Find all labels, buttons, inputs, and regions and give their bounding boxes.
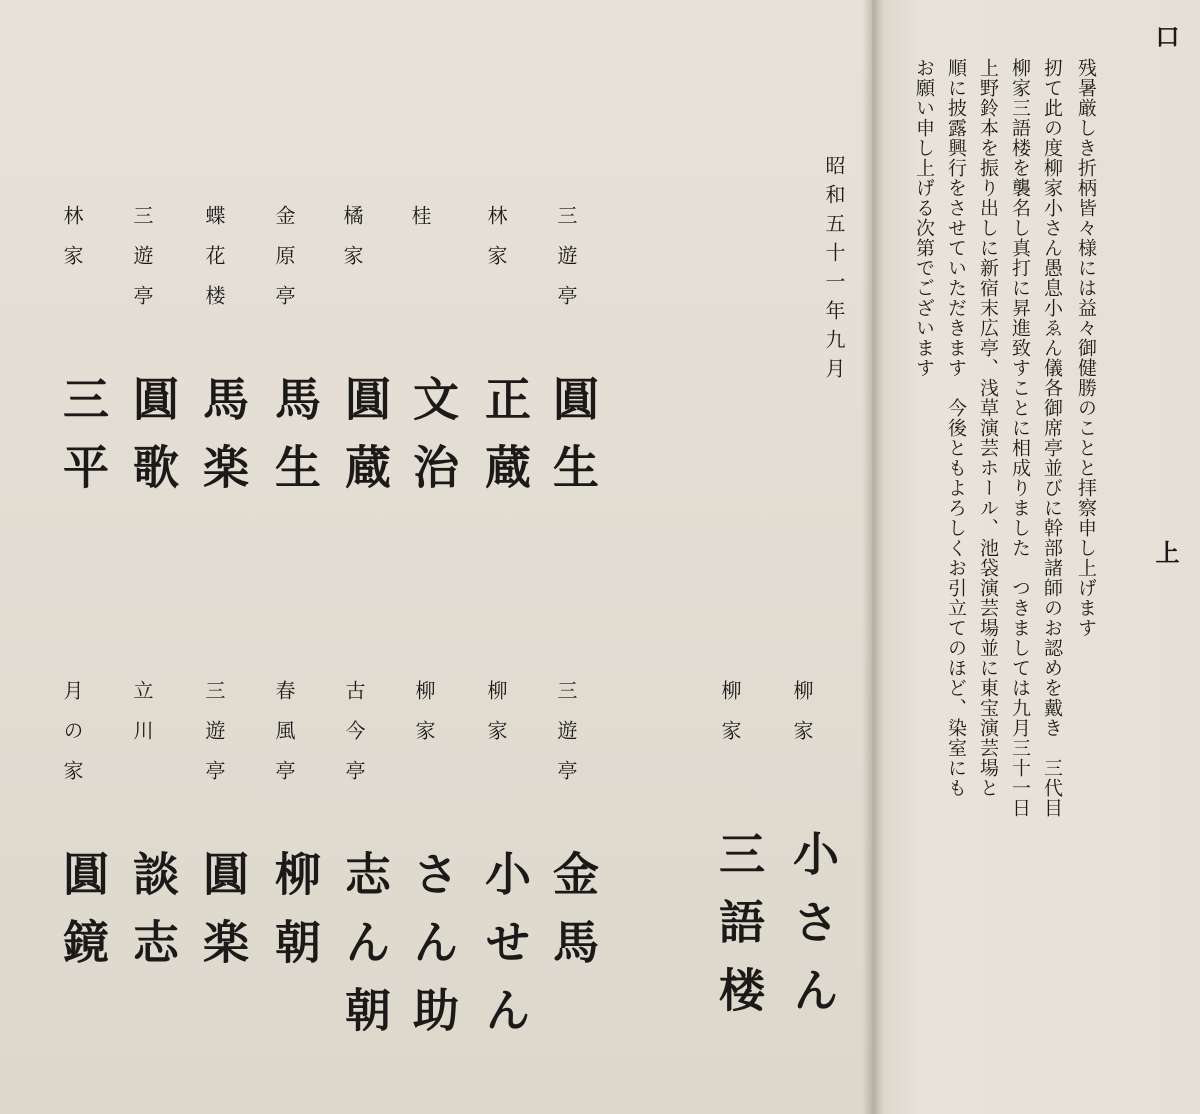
lower-name-5: 柳朝 — [268, 850, 322, 986]
document-title-bottom: 上 — [1151, 540, 1180, 564]
lower-name-6: 圓楽 — [196, 850, 250, 986]
lower-affiliation-8: 月の家 — [60, 680, 84, 800]
lower-affiliation-3: 柳家 — [412, 680, 436, 760]
lower-affiliation-7: 立川 — [130, 680, 154, 760]
lower-affiliation-1: 三遊亭 — [554, 680, 578, 800]
body-line-5: 順に披露興行をさせていただきます 今後ともよろしくお引立てのほど、染室にも — [945, 58, 967, 798]
lower-name-4: 志ん朝 — [338, 850, 392, 1054]
lower-affiliation-2: 柳家 — [484, 680, 508, 760]
sponsor-name-2: 三語楼 — [712, 830, 766, 1034]
upper-name-4: 圓蔵 — [338, 375, 392, 511]
lower-name-3: さん助 — [406, 850, 460, 1054]
upper-name-7: 圓歌 — [126, 375, 180, 511]
sponsor-affiliation-2: 柳家 — [718, 680, 742, 760]
body-line-2: 扨て此の度柳家小さん愚息小ゑん儀各御席亭並びに幹部諸師のお認めを戴き 三代目 — [1041, 58, 1063, 818]
upper-name-8: 三平 — [56, 375, 110, 511]
body-line-1: 残暑厳しき折柄皆々様には益々御健勝のことと拝察申し上げます — [1075, 58, 1097, 638]
upper-name-1: 圓生 — [546, 375, 600, 511]
document-title-top: 口 — [1151, 24, 1180, 48]
lower-name-8: 圓鏡 — [56, 850, 110, 986]
upper-name-2: 正蔵 — [478, 375, 532, 511]
document-date: 昭和五十一年九月 — [822, 155, 846, 387]
upper-affiliation-1: 三遊亭 — [554, 205, 578, 325]
lower-affiliation-5: 春風亭 — [272, 680, 296, 800]
lower-name-1: 金馬 — [546, 850, 600, 986]
sponsor-name-1: 小さん — [786, 830, 840, 1034]
body-line-6: お願い申し上げる次第でございます — [913, 58, 935, 378]
lower-affiliation-4: 古今亭 — [342, 680, 366, 800]
upper-affiliation-5: 金原亭 — [272, 205, 296, 325]
upper-affiliation-8: 林家 — [60, 205, 84, 285]
sponsor-affiliation-1: 柳家 — [790, 680, 814, 760]
lower-name-2: 小せん — [478, 850, 532, 1054]
upper-name-5: 馬生 — [268, 375, 322, 511]
lower-name-7: 談志 — [126, 850, 180, 986]
body-line-4: 上野鈴本を振り出しに新宿末広亭、浅草演芸ホール、池袋演芸場並に東宝演芸場と — [977, 58, 999, 798]
upper-affiliation-7: 三遊亭 — [130, 205, 154, 325]
body-line-3: 柳家三語楼を襲名し真打に昇進致すことに相成りました つきましては九月三十一日 — [1009, 58, 1031, 818]
upper-name-3: 文治 — [406, 375, 460, 511]
page-fold — [862, 0, 884, 1114]
lower-affiliation-6: 三遊亭 — [202, 680, 226, 800]
upper-name-6: 馬楽 — [196, 375, 250, 511]
upper-affiliation-4: 橘家 — [340, 205, 364, 285]
upper-affiliation-3: 桂 — [408, 205, 432, 245]
upper-affiliation-2: 林家 — [484, 205, 508, 285]
upper-affiliation-6: 蝶花楼 — [202, 205, 226, 325]
